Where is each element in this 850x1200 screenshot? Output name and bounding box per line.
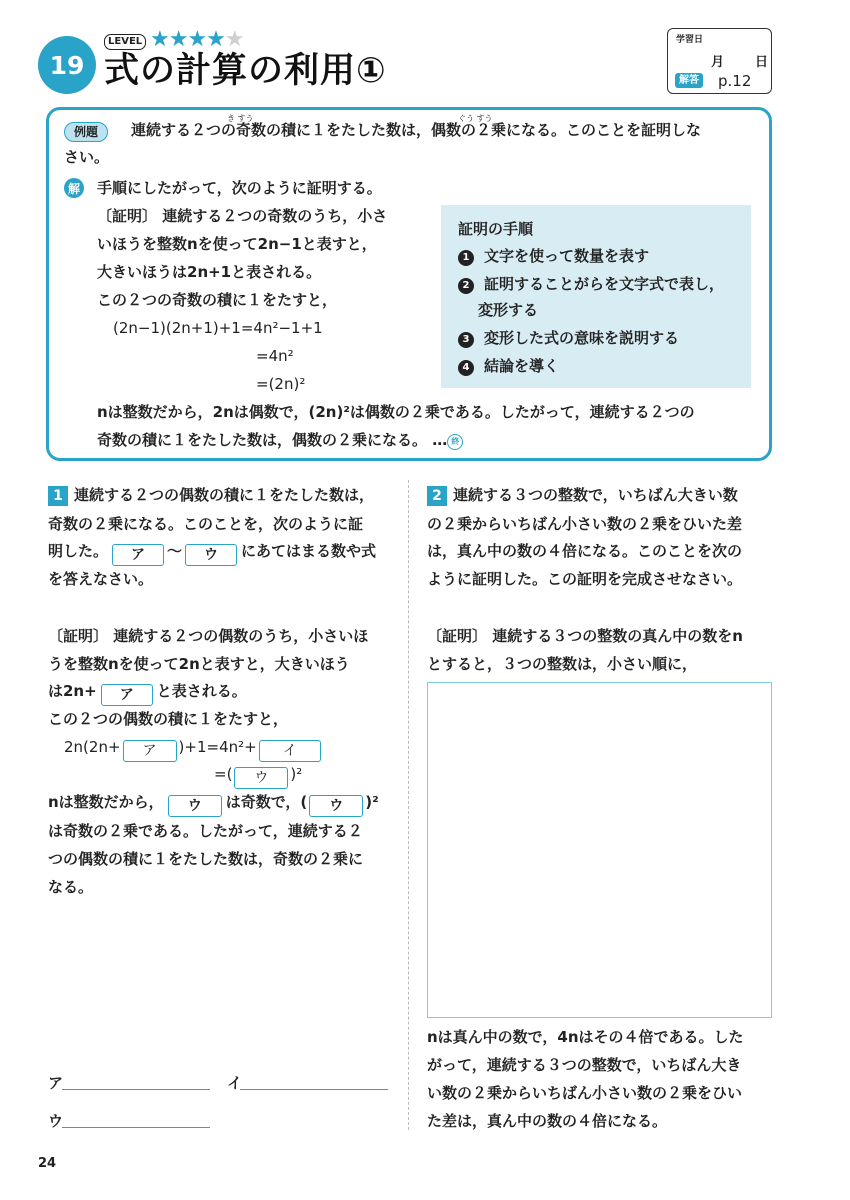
step-number-icon: 1 (458, 250, 474, 266)
day-label: 日 (755, 55, 769, 70)
ruby-odd: き すう (227, 114, 254, 123)
q1-proof-line8: なる。 (48, 878, 94, 896)
q1-proof-line3: は2n+ ア と表される。 (48, 684, 247, 706)
step-number-icon: 4 (458, 360, 474, 376)
answer-badge: 解答 (675, 73, 703, 88)
q2-conclusion-line1: nは真ん中の数で，4nはその４倍である。した (427, 1028, 744, 1046)
page-number: 24 (38, 1156, 57, 1171)
q2-line3: は，真ん中の数の４倍になる。このことを次の (427, 542, 743, 560)
q1-proof-line4: この２つの偶数の積に１をたすと， (48, 710, 289, 728)
example-question-line1: 連続する２つの奇数の積に１をたした数は，偶数の２乗になる。このことを証明しな (131, 121, 702, 139)
solution-intro: 手順にしたがって，次のように証明する。 (97, 179, 382, 197)
q2-conclusion-line2: がって，連続する３つの整数で，いちばん大き (427, 1056, 742, 1074)
example-tag: 例題 (64, 122, 108, 142)
example-proof-line: 大きいほうは2n+1と表される。 (97, 263, 322, 281)
answer-i-label: イ (227, 1074, 243, 1092)
blank-u: ウ (309, 795, 363, 817)
step-number-icon: 3 (458, 332, 474, 348)
star-on-icon: ★★★★ (150, 27, 225, 52)
answer-a-field[interactable] (62, 1089, 210, 1090)
example-question-line2: さい。 (64, 148, 110, 166)
answer-page-ref: p.12 (718, 72, 752, 90)
q2-conclusion-line4: た差は，真ん中の数の４倍になる。 (427, 1112, 668, 1130)
q1-line4: を答えなさい。 (48, 570, 154, 588)
example-equation-2: =4n² (256, 347, 294, 365)
level-tag: LEVEL (104, 34, 146, 50)
level-stars (150, 29, 244, 51)
q2-proof-answer-box[interactable] (427, 682, 772, 1018)
q2-proof-line2: とすると，３つの整数は，小さい順に， (427, 655, 698, 673)
example-conclusion-line1: nは整数だから，2nは偶数で，(2n)²は偶数の２乗である。したがって，連続する２つの (97, 403, 695, 421)
solution-icon: 解 (64, 178, 84, 198)
procedure-step-3: 3 変形した式の意味を説明する (458, 331, 679, 348)
q2-number: 2 (427, 486, 447, 506)
qed-icon: 終 (447, 434, 463, 450)
answer-u-field[interactable] (62, 1127, 210, 1128)
step-number-icon: 2 (458, 278, 474, 294)
procedure-step-1: 1 文字を使って数量を表す (458, 249, 649, 266)
example-equation-3: =(2n)² (256, 375, 306, 393)
blank-a: ア (123, 740, 177, 762)
month-label: 月 (711, 55, 725, 70)
page-title: 式の計算の利用① (104, 51, 387, 91)
answer-i-field[interactable] (240, 1089, 388, 1090)
q1-line2: 奇数の２乗になる。このことを，次のように証 (48, 515, 364, 533)
q1-proof-line7: つの偶数の積に１をたした数は，奇数の２乗に (48, 850, 364, 868)
procedure-step-2-continued: 変形する (478, 301, 539, 319)
q1-proof-line1: 〔証明〕 連続する２つの偶数のうち，小さいほ (48, 627, 369, 645)
q1-line3: 明した。 ア 〜 ウ にあてはまる数や式 (48, 544, 376, 566)
star-off-icon: ★ (224, 27, 244, 52)
q2-line2: の２乗からいちばん小さい数の２乗をひいた差 (427, 515, 743, 533)
blank-u: ウ (185, 544, 237, 566)
example-conclusion-line2: 奇数の積に１をたした数は，偶数の２乗になる。 … 終 (97, 433, 463, 450)
blank-a: ア (101, 684, 153, 706)
example-proof-line: いほうを整数nを使って2n−1と表すと， (97, 235, 377, 253)
q1-number: 1 (48, 486, 68, 506)
column-divider (408, 480, 409, 1130)
blank-a: ア (112, 544, 164, 566)
example-equation-1: (2n−1)(2n+1)+1=4n²−1+1 (113, 319, 323, 337)
q2-line4: ように証明した。この証明を完成させなさい。 (427, 570, 743, 588)
answer-a-label: ア (48, 1074, 64, 1092)
q1-equation-2: =( ウ )² (214, 767, 302, 789)
blank-u: ウ (168, 795, 222, 817)
q1-proof-line2: うを整数nを使って2nと表すと，大きいほう (48, 655, 350, 673)
q1-line1: 1 連続する２つの偶数の積に１をたした数は， (48, 486, 374, 506)
q1-equation-1: 2n(2n+ ア )+1=4n²+ イ (64, 740, 321, 762)
example-proof-line: この２つの奇数の積に１をたすと， (97, 291, 338, 309)
procedure-step-2: 2 証明することがらを文字式で表し， (458, 277, 724, 294)
unit-number-badge: 19 (38, 36, 96, 94)
q2-line1: 2 連続する３つの整数で，いちばん大きい数 (427, 486, 738, 506)
answer-u-label: ウ (48, 1112, 64, 1130)
q2-conclusion-line3: い数の２乗からいちばん小さい数の２乗をひい (427, 1084, 743, 1102)
q1-proof-line6: は奇数の２乗である。したがって，連続する２ (48, 822, 363, 840)
ruby-even: ぐう すう (458, 114, 493, 123)
blank-u: ウ (234, 767, 288, 789)
q1-proof-line5: nは整数だから， ウ は奇数で，( ウ )² (48, 795, 379, 817)
procedure-title: 証明の手順 (458, 220, 534, 238)
study-date-label: 学習日 (676, 35, 704, 45)
blank-i: イ (259, 740, 321, 762)
procedure-step-4: 4 結論を導く (458, 359, 559, 376)
q2-proof-line1: 〔証明〕 連続する３つの整数の真ん中の数をn (427, 627, 743, 645)
example-proof-line: 〔証明〕 連続する２つの奇数のうち，小さ (97, 207, 388, 225)
